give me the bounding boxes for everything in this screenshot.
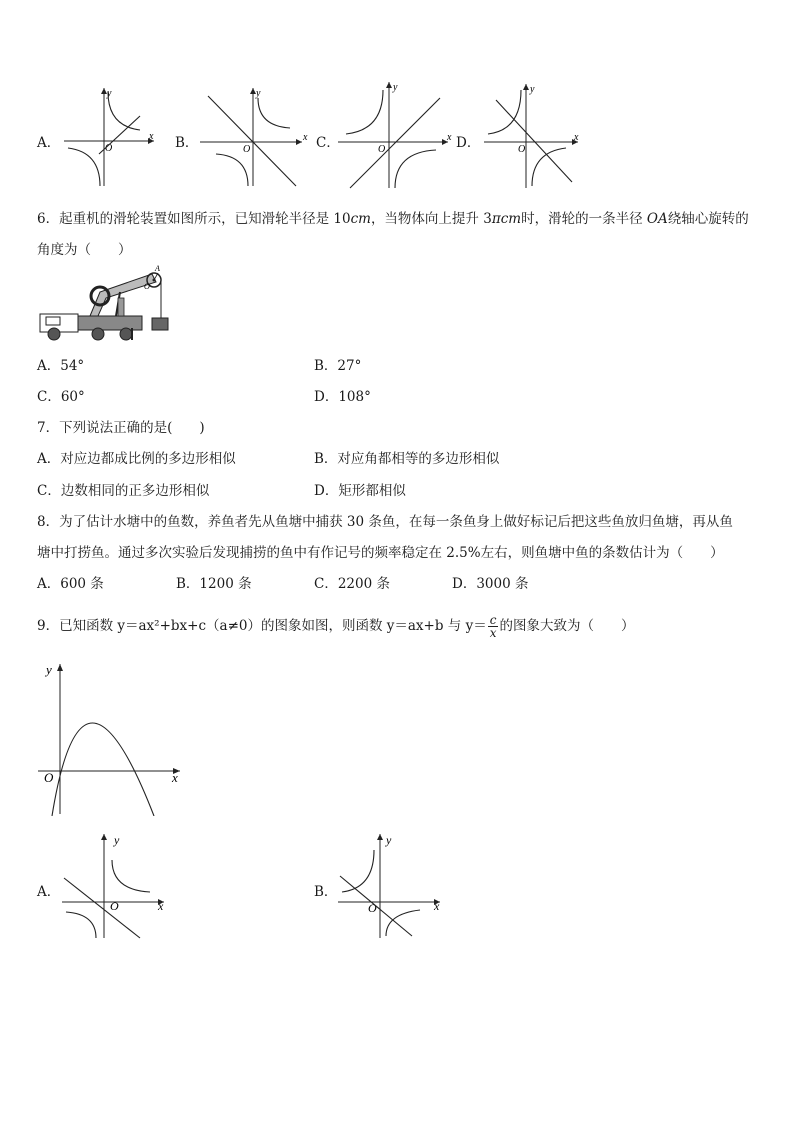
- axis-y-label: y: [107, 88, 112, 99]
- q9-stem: [37, 612, 634, 640]
- axis-y-label: y: [530, 84, 535, 95]
- q6-text: 时，滑轮的一条半径: [521, 211, 647, 227]
- origin-label: O: [44, 770, 54, 785]
- q7-stem: 7．下列说法正确的是( ): [37, 420, 205, 436]
- q5-option-d-label[interactable]: D．: [456, 135, 481, 151]
- q6-text: 6．起重机的滑轮装置如图所示，已知滑轮半径是 10: [37, 211, 351, 227]
- point-o-label: O: [144, 282, 150, 291]
- q6-text: ，当物体向上提升 3: [370, 211, 492, 227]
- origin-label: O: [368, 901, 377, 915]
- q9-text: 的图象大致为（ ）: [499, 618, 635, 634]
- q5-option-c-label[interactable]: C．: [316, 135, 340, 151]
- origin-label: O: [378, 144, 386, 155]
- q6-option-d[interactable]: D．108°: [314, 389, 371, 405]
- fraction-numerator: c: [489, 613, 497, 627]
- q9-option-b-label[interactable]: B．: [314, 884, 338, 900]
- point-a-label: A: [155, 264, 160, 273]
- q5-graph-a[interactable]: [62, 86, 162, 188]
- origin-label: O: [105, 143, 113, 154]
- q6-stem-line1: [37, 207, 749, 227]
- q6-radius-label: OA: [646, 211, 668, 227]
- q9-graph-b[interactable]: [336, 832, 446, 940]
- axis-x-label: x: [149, 131, 154, 142]
- axis-x-label: x: [447, 132, 452, 143]
- q6-unit: πcm: [491, 211, 522, 227]
- q5-graph-c[interactable]: [336, 80, 454, 190]
- axis-x-label: x: [574, 132, 579, 143]
- origin-label: O: [110, 899, 119, 913]
- origin-label: O: [518, 144, 526, 155]
- q8-stem-line2: 塘中打捞鱼。通过多次实验后发现捕捞的鱼中有作记号的频率稳定在 2.5%左右，则鱼塘中鱼的条数估计为（ ）: [37, 545, 724, 561]
- q5-option-b-label[interactable]: B．: [175, 135, 199, 151]
- q8-option-b[interactable]: B．1200 条: [176, 576, 252, 592]
- q7-option-d[interactable]: D．矩形都相似: [314, 483, 406, 499]
- fraction-denominator: x: [489, 626, 497, 640]
- axis-x-label: x: [158, 899, 164, 913]
- q9-parabola-graph: [36, 660, 186, 816]
- q9-graph-a[interactable]: [60, 832, 170, 940]
- q6-option-c[interactable]: C．60°: [37, 389, 85, 405]
- q9-option-a-label[interactable]: A．: [37, 884, 61, 900]
- q7-option-a[interactable]: A．对应边都成比例的多边形相似: [37, 451, 236, 467]
- axis-y-label: y: [393, 82, 398, 93]
- origin-label: O: [243, 144, 251, 155]
- axis-x-label: x: [172, 770, 178, 785]
- q5-graph-b[interactable]: [198, 86, 310, 188]
- q6-option-b[interactable]: B．27°: [314, 358, 362, 374]
- axis-x-label: x: [303, 132, 308, 143]
- q7-option-b[interactable]: B．对应角都相等的多边形相似: [314, 451, 500, 467]
- axis-x-label: x: [434, 899, 440, 913]
- q5-graph-d[interactable]: [482, 82, 582, 190]
- q6-stem-line2: 角度为（ ）: [37, 242, 132, 258]
- axis-y-label: y: [114, 833, 120, 847]
- q8-option-a[interactable]: A．600 条: [37, 576, 104, 592]
- q8-option-d[interactable]: D．3000 条: [452, 576, 529, 592]
- q6-unit: cm: [350, 211, 371, 227]
- q9-text: 9．已知函数 y＝ax²+bx+c（a≠0）的图象如图，则函数 y＝ax+b 与 y＝: [37, 618, 487, 634]
- q8-stem-line1: 8．为了估计水塘中的鱼数，养鱼者先从鱼塘中捕获 30 条鱼，在每一条鱼身上做好标记后把这些鱼放归鱼塘，再从鱼: [37, 514, 733, 530]
- q8-option-c[interactable]: C．2200 条: [314, 576, 390, 592]
- q6-text: 绕轴心旋转的: [667, 211, 749, 227]
- q6-option-a[interactable]: A．54°: [37, 358, 85, 374]
- fraction-c-over-x: [488, 614, 499, 639]
- axis-y-label: y: [46, 662, 52, 677]
- axis-y-label: y: [386, 833, 392, 847]
- crane-figure: [36, 262, 172, 342]
- q5-option-a-label[interactable]: A．: [37, 135, 61, 151]
- axis-y-label: y: [256, 88, 261, 99]
- q7-option-c[interactable]: C．边数相同的正多边形相似: [37, 483, 210, 499]
